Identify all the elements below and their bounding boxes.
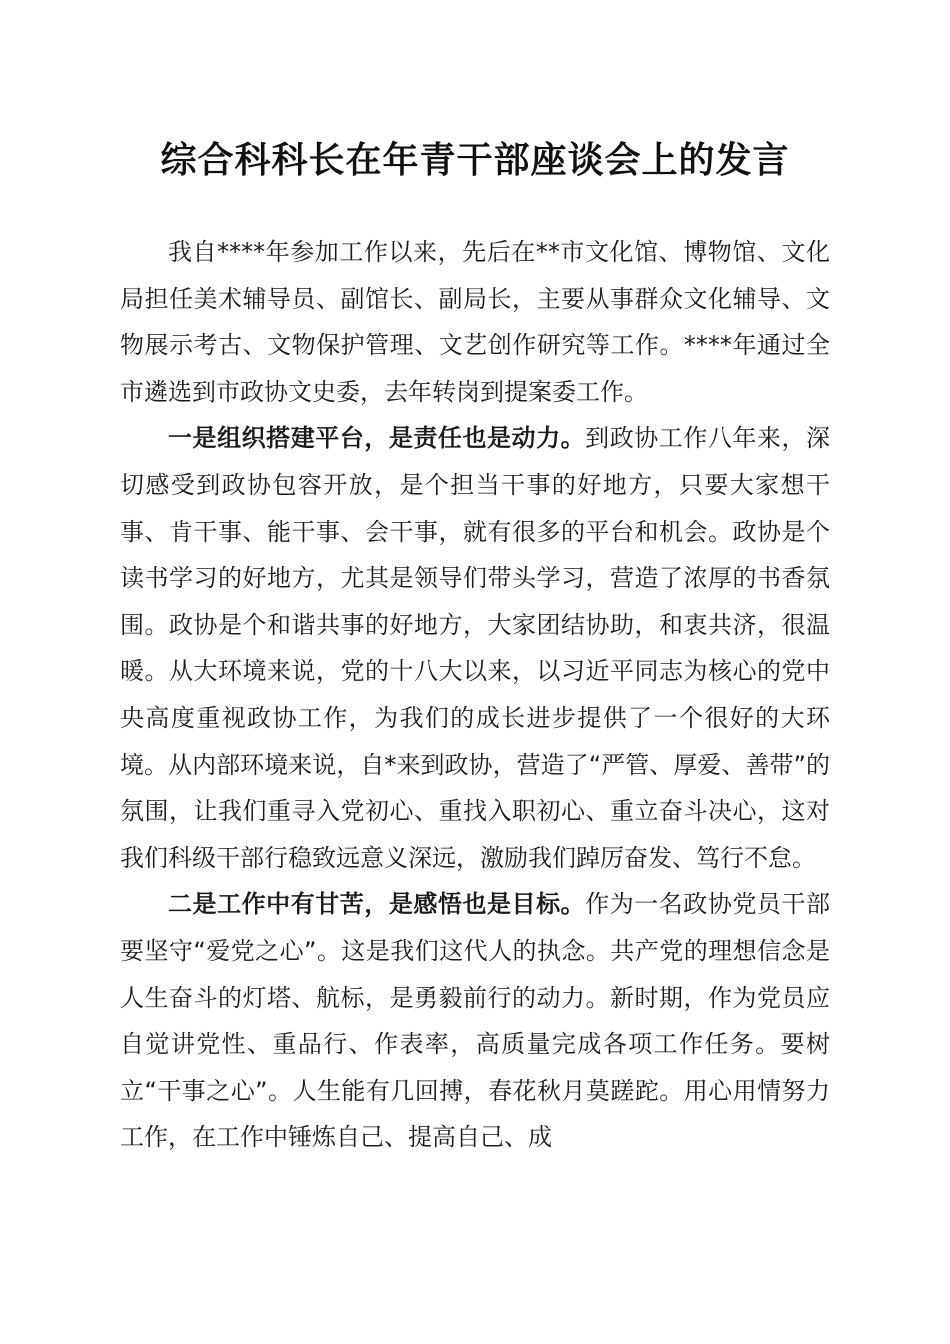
document-title: 综合科科长在年青干部座谈会上的发言 [160, 139, 790, 181]
paragraph-point-two [120, 881, 830, 1161]
paragraph-point-two-text: 作为一名政协党员干部要坚守“爱党之心”。这是我们这代人的执念。共产党的理想信念是人生奋斗的灯塔、航标，是勇毅前行的动力。新时期，作为党员应自觉讲党性、重品行、作表率，高质量完成各项工作任务。要树立“干事之心”。人生能有几回搏，春花秋月莫蹉跎。用心用情努力工作，在工作中锤炼自己、提高自己、成 [120, 890, 831, 1152]
document-body [120, 229, 830, 1161]
paragraph-point-one [120, 415, 830, 881]
paragraph-point-two-heading: 二是工作中有甘苦，是感悟也是目标。 [168, 890, 586, 919]
paragraph-point-one-text: 到政协工作八年来，深切感受到政协包容开放，是个担当干事的好地方，只要大家想干事、肯干事、能干事、会干事，就有很多的平台和机会。政协是个读书学习的好地方，尤其是领导们带头学习，营造了浓厚的书香氛围。政协是个和谐共事的好地方，大家团结协助，和衷共济，很温暖。从大环境来说，党的十八大以来，以习近平同志为核心的党中央高度重视政协工作，为我们的成长进步提供了一个很好的大环境。从内部环境来说，自*来到政协，营造了“严管、厚爱、善带”的氛围，让我们重寻入党初心、重找入职初心、重立奋斗决心，这对我们科级干部行稳致远意义深远，激励我们踔厉奋发、笃行不怠。 [120, 424, 831, 872]
paragraph-intro [120, 229, 830, 415]
paragraph-intro-text: 我自****年参加工作以来，先后在**市文化馆、博物馆、文化局担任美术辅导员、副馆长、副局长，主要从事群众文化辅导、文物展示考古、文物保护管理、文艺创作研究等工作。****年通过全市遴选到市政协文史委，去年转岗到提案委工作。 [120, 238, 830, 406]
paragraph-point-one-heading: 一是组织搭建平台，是责任也是动力。 [168, 424, 586, 453]
